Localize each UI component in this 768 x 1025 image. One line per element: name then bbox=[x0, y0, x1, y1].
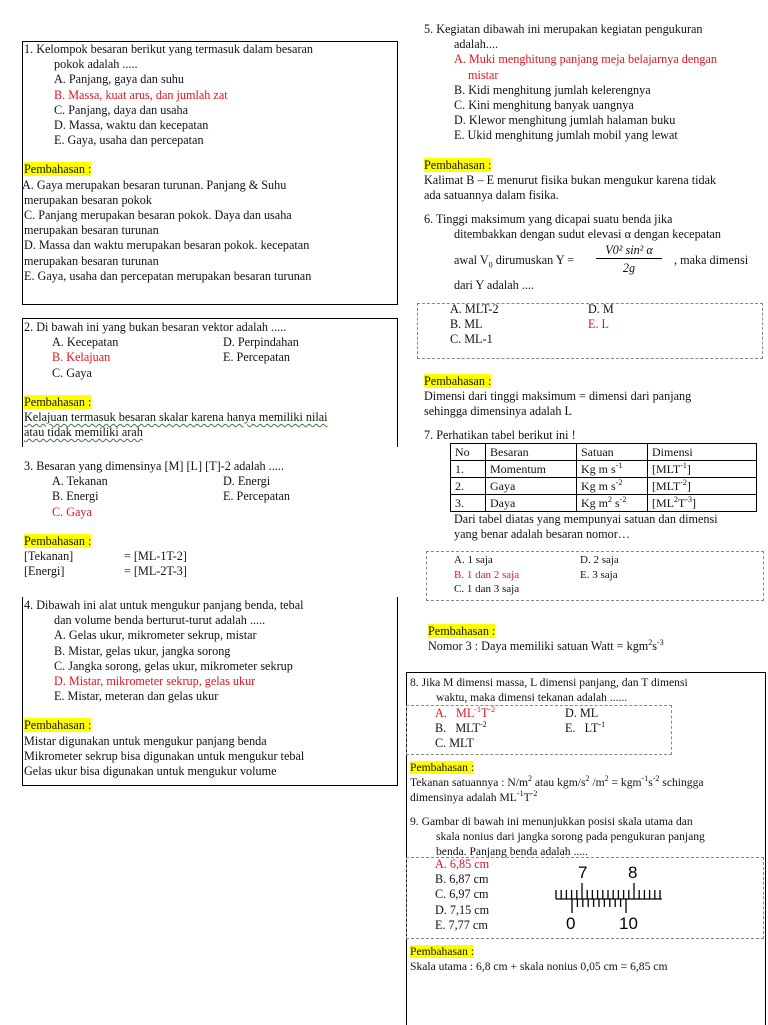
q5-exp-2: ada satuannya dalam fisika. bbox=[424, 188, 559, 203]
q8-options bbox=[435, 706, 675, 752]
q6-option-e: E. L bbox=[588, 317, 609, 332]
q2-option-a: A. Kecepatan bbox=[52, 335, 119, 350]
q6-formula-numerator: V0² sin² α bbox=[596, 242, 662, 259]
q3-option-b: B. Energi bbox=[52, 489, 99, 504]
q2-option-b: B. Kelajuan bbox=[52, 350, 111, 365]
q9-option-b: B. 6,87 cm bbox=[435, 872, 489, 887]
q4-exp-2: Mikrometer sekrup bisa digunakan untuk mengukur tebal bbox=[24, 748, 305, 763]
q8-option-e: E. $LT^{-1}$ bbox=[565, 720, 606, 736]
q6-option-c: C. ML-1 bbox=[450, 332, 493, 347]
q7-th-besaran: Besaran bbox=[486, 444, 577, 461]
q8-option-b: B. $MLT^{-2}$ bbox=[435, 720, 487, 736]
q7-cell: Kg $m^2$ $s^{-2}$ bbox=[577, 495, 648, 512]
q7-th-dimensi: Dimensi bbox=[648, 444, 757, 461]
q6-question-awal: awal V bbox=[454, 253, 489, 268]
q8-question-cont: waktu, maka dimensi tekanan adalah ...... bbox=[436, 691, 628, 705]
q6-question-tail: , maka dimensi bbox=[674, 253, 749, 268]
q3-exp-value-1: = [ML-1T-2] bbox=[124, 549, 187, 564]
q2-option-d: D. Perpindahan bbox=[223, 335, 299, 350]
q7-table bbox=[450, 443, 757, 512]
q9-explanation bbox=[410, 944, 764, 974]
table-row bbox=[451, 461, 757, 478]
q8-option-c: C. MLT bbox=[435, 736, 474, 751]
q3-option-e: E. Percepatan bbox=[223, 489, 290, 504]
q7-pembahasan-label: Pembahasan : bbox=[428, 624, 496, 638]
q5-option-c: C. Kini menghitung banyak uangnya bbox=[454, 98, 634, 113]
q6-option-d: D. M bbox=[588, 302, 614, 316]
q7-option-a: A. 1 saja bbox=[454, 554, 493, 566]
q7-option-b: B. 1 dan 2 saja bbox=[454, 568, 520, 581]
q7-cell: Kg m $s^{-1}$ bbox=[577, 461, 648, 478]
q2-option-e: E. Percepatan bbox=[223, 350, 290, 365]
q5-question-cont: adalah.... bbox=[454, 37, 498, 52]
q4-pembahasan-label: Pembahasan : bbox=[24, 718, 92, 733]
q1-exp-4: merupakan besaran turunan bbox=[24, 223, 159, 238]
q6-question-awal-sub: 0 bbox=[488, 260, 493, 270]
q8-exp-2: dimensinya adalah $ML^{-1}T^{-2}$ bbox=[410, 789, 538, 805]
q8-pembahasan-label: Pembahasan : bbox=[410, 761, 475, 774]
q1-option-a: A. Panjang, gaya dan suhu bbox=[54, 72, 184, 87]
q7-th-no: No bbox=[451, 444, 486, 461]
q7-after-1: Dari tabel diatas yang mempunyai satuan dan dimensi bbox=[454, 512, 718, 526]
q9-block bbox=[410, 814, 764, 860]
q9-options bbox=[435, 857, 545, 933]
q9-option-a: A. 6,85 cm bbox=[435, 857, 490, 871]
q7-cell: $[MLT^{-1}]$ bbox=[648, 461, 757, 478]
vernier-label-10: 10 bbox=[619, 914, 638, 933]
q7-cell: $[MLT^{-2}]$ bbox=[648, 478, 757, 495]
q5-option-e: E. Ukid menghitung jumlah mobil yang lewat bbox=[454, 128, 678, 143]
q3-exp-label-2: [Energi] bbox=[24, 564, 65, 579]
q8-question: 8. Jika M dimensi massa, L dimensi panjang, dan T dimensi bbox=[410, 676, 688, 689]
q3-question: 3. Besaran yang dimensinya [M] [L] [T]-2 adalah ..... bbox=[24, 459, 284, 473]
q4-question: 4. Dibawah ini alat untuk mengukur panjang benda, tebal bbox=[24, 598, 304, 612]
q8-exp-1: Tekanan satuannya : $N/m^2$ atau kgm/$s^2$ $/m^2 = kgm^{-1}s^{-2}$ schingga bbox=[410, 774, 704, 790]
q1-exp-1: A. Gaya merupakan besaran turunan. Panjang & Suhu bbox=[22, 177, 287, 192]
q4-option-b: B. Mistar, gelas ukur, jangka sorong bbox=[54, 643, 231, 658]
q6-question-end: dari Y adalah .... bbox=[454, 278, 534, 293]
q6-explanation bbox=[424, 374, 764, 420]
q7-after bbox=[454, 512, 766, 542]
q9-question: 9. Gambar di bawah ini menunjukkan posisi skala utama dan bbox=[410, 815, 693, 828]
q5-exp-1: Kalimat B – E menurut fisika bukan mengukur karena tidak bbox=[424, 172, 717, 187]
q9-question-cont: skala nonius dari jangka sorong pada pengukuran panjang bbox=[436, 830, 705, 844]
q5-block bbox=[424, 22, 764, 203]
q2-exp-1: Kelajuan termasuk besaran skalar karena hanya memiliki nilai bbox=[24, 410, 328, 425]
q6-option-a: A. MLT-2 bbox=[450, 302, 499, 316]
q7-explanation bbox=[428, 624, 768, 654]
q2-pembahasan-label: Pembahasan : bbox=[24, 394, 92, 409]
q3-option-d: D. Energi bbox=[223, 474, 271, 489]
q4-exp-1: Mistar digunakan untuk mengukur panjang benda bbox=[24, 733, 267, 748]
q7-th-satuan: Satuan bbox=[577, 444, 648, 461]
q7-cell: Gaya bbox=[486, 478, 577, 495]
q7-option-c: C. 1 dan 3 saja bbox=[454, 583, 520, 595]
q1-block bbox=[24, 42, 394, 284]
q2-block bbox=[24, 320, 394, 440]
q3-exp-label-1: [Tekanan] bbox=[24, 549, 74, 564]
q4-option-c: C. Jangka sorong, gelas ukur, mikrometer sekrup bbox=[54, 658, 293, 673]
q9-question-end: benda. Panjang benda adalah ..... bbox=[436, 845, 588, 859]
q1-option-b: B. Massa, kuat arus, dan jumlah zat bbox=[54, 87, 228, 102]
q7-cell: 2. bbox=[451, 478, 486, 495]
q5-question: 5. Kegiatan dibawah ini merupakan kegiatan pengukuran bbox=[424, 22, 703, 36]
q6-option-b: B. ML bbox=[450, 317, 483, 332]
q7-cell: 3. bbox=[451, 495, 486, 512]
q3-pembahasan-label: Pembahasan : bbox=[24, 533, 92, 548]
q7-cell: Daya bbox=[486, 495, 577, 512]
q8-block bbox=[410, 675, 762, 705]
q7-block bbox=[424, 428, 764, 443]
q5-pembahasan-label: Pembahasan : bbox=[424, 157, 492, 172]
q1-pembahasan-label: Pembahasan : bbox=[24, 162, 92, 177]
q5-option-b: B. Kidi menghitung jumlah kelerengnya bbox=[454, 82, 651, 97]
q4-question-cont: dan volume benda berturut-turut adalah ..... bbox=[54, 613, 266, 628]
q9-option-e: E. 7,77 cm bbox=[435, 917, 488, 932]
q1-question-cont: pokok adalah ..... bbox=[54, 57, 138, 72]
q7-exp: Nomor 3 : Daya memiliki satuan Watt = $kgm^2s^{-3}$ bbox=[428, 638, 664, 654]
q7-option-e: E. 3 saja bbox=[580, 568, 618, 581]
q6-formula-denominator: 2g bbox=[622, 261, 636, 276]
q2-option-c: C. Gaya bbox=[52, 365, 92, 380]
q7-cell: Kg m $s^{-2}$ bbox=[577, 478, 648, 495]
q1-option-c: C. Panjang, daya dan usaha bbox=[54, 102, 189, 117]
q8-explanation bbox=[410, 760, 764, 806]
q4-block bbox=[24, 598, 394, 779]
q2-exp-2: atau tidak memiliki arah bbox=[24, 425, 143, 440]
table-row bbox=[451, 478, 757, 495]
q9-option-d: D. 7,15 cm bbox=[435, 902, 490, 917]
q4-option-e: E. Mistar, meteran dan gelas ukur bbox=[54, 689, 219, 704]
q7-options bbox=[454, 553, 754, 597]
main-scale-ticks bbox=[556, 883, 660, 899]
q1-exp-2: merupakan besaran pokok bbox=[24, 192, 152, 207]
q6-question: 6. Tinggi maksimum yang dicapai suatu benda jika bbox=[424, 212, 673, 226]
q1-question: 1. Kelompok besaran berikut yang termasuk dalam besaran bbox=[24, 42, 314, 56]
q7-table-header bbox=[451, 444, 757, 461]
q6-question-cont: ditembakkan dengan sudut elevasi α dengan kecepatan bbox=[454, 227, 721, 242]
q8-option-a: A. $ML^{-1}T^{-2}$ bbox=[435, 704, 496, 720]
q1-exp-3: C. Panjang merupakan besaran pokok. Daya dan usaha bbox=[24, 208, 292, 223]
q6-options bbox=[450, 302, 750, 348]
q4-option-a: A. Gelas ukur, mikrometer sekrup, mistar bbox=[54, 628, 257, 643]
q2-question: 2. Di bawah ini yang bukan besaran vektor adalah ..... bbox=[24, 320, 287, 334]
main-scale-label-8: 8 bbox=[628, 863, 638, 882]
q6-question-formula-lead: dirumuskan Y = bbox=[492, 253, 575, 268]
q9-exp: Skala utama : 6,8 cm + skala nonius 0,05 cm = 6,85 cm bbox=[410, 960, 668, 974]
table-row bbox=[451, 495, 757, 512]
q6-pembahasan-label: Pembahasan : bbox=[424, 374, 492, 388]
vernier-scale-ticks bbox=[572, 899, 626, 913]
q7-cell: Momentum bbox=[486, 461, 577, 478]
q8-option-d: D. ML bbox=[565, 706, 599, 720]
q5-option-d: D. Klewor menghitung jumlah halaman buku bbox=[454, 113, 676, 128]
q1-option-d: D. Massa, waktu dan kecepatan bbox=[54, 118, 209, 133]
q7-option-d: D. 2 saja bbox=[580, 554, 619, 566]
q5-option-a: A. Muki menghitung panjang meja belajarnya dengan bbox=[454, 52, 717, 67]
q4-option-d: D. Mistar, mikrometer sekrup, gelas ukur bbox=[54, 674, 256, 689]
q3-option-a: A. Tekanan bbox=[52, 474, 108, 489]
vernier-caliper-figure bbox=[552, 857, 682, 937]
q7-question: 7. Perhatikan tabel berikut ini ! bbox=[424, 428, 576, 442]
q7-after-2: yang benar adalah besaran nomor… bbox=[454, 527, 630, 542]
q3-option-c: C. Gaya bbox=[52, 504, 92, 519]
q4-exp-3: Gelas ukur bisa digunakan untuk mengukur volume bbox=[24, 764, 277, 779]
q1-exp-7: E. Gaya, usaha dan percepatan merupakan besaran turunan bbox=[24, 268, 312, 283]
q6-block bbox=[424, 212, 768, 294]
q7-cell: 1. bbox=[451, 461, 486, 478]
q6-exp-2: sehingga dimensinya adalah L bbox=[424, 404, 572, 419]
q6-exp-1: Dimensi dari tinggi maksimum = dimensi dari panjang bbox=[424, 389, 692, 404]
q3-exp-value-2: = [ML-2T-3] bbox=[124, 564, 187, 579]
q1-exp-5: D. Massa dan waktu merupakan besaran pokok. kecepatan bbox=[24, 238, 310, 253]
q9-option-c: C. 6,97 cm bbox=[435, 887, 489, 902]
q7-cell: $[ML^2T^{-3}]$ bbox=[648, 495, 757, 512]
main-scale-label-7: 7 bbox=[578, 863, 588, 882]
q3-block bbox=[24, 459, 394, 579]
q5-option-a-cont: mistar bbox=[468, 67, 499, 82]
q9-pembahasan-label: Pembahasan : bbox=[410, 945, 475, 958]
q1-option-e: E. Gaya, usaha dan percepatan bbox=[54, 133, 204, 148]
q1-exp-6: merupakan besaran turunan bbox=[24, 253, 159, 268]
vernier-label-0: 0 bbox=[566, 914, 576, 933]
